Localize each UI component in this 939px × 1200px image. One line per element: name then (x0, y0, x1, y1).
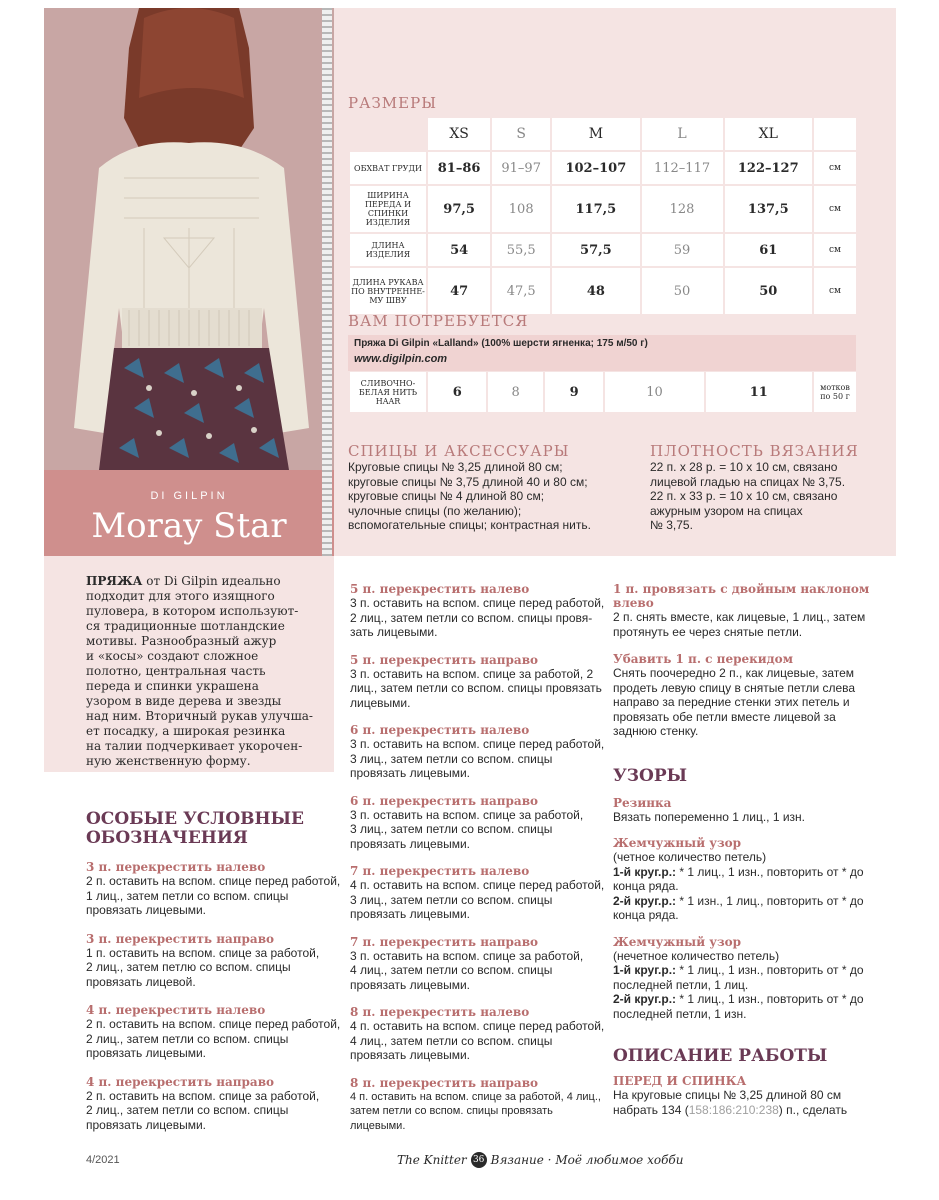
item-line: Снять поочередно 2 п., как лицевые, затем (613, 666, 855, 680)
item-line: протянуть ее через снятые петли. (613, 624, 803, 639)
intro-line: и «косы» создают сложное (86, 649, 259, 663)
seed2-r1-cont: последней петли, 1 лиц. (613, 977, 749, 992)
item-line: 3 п. оставить на вспом. спице за работой, (350, 807, 584, 822)
item-title: 7 п. перекрестить налево (350, 864, 530, 878)
item-line: провязать лицевыми. (350, 907, 470, 921)
item-title: 6 п. перекрестить налево (350, 723, 530, 737)
cable-item (350, 864, 605, 922)
size-s: S (492, 118, 550, 150)
cell: 112–117 (642, 152, 723, 184)
item-title: 3 п. перекрестить налево (86, 860, 266, 874)
cable-item (350, 794, 605, 852)
unit: см (814, 268, 856, 314)
item-title: 6 п. перекрестить направо (350, 793, 539, 808)
item-line: затем петли со вспом. спицы провязать лицевыми. (350, 1105, 553, 1132)
seed2-r2-label: 2-й круг.р.: (613, 992, 677, 1006)
intro-block (44, 556, 334, 772)
cell: 117,5 (552, 186, 639, 232)
magazine-tagline: Вязание · Моё любимое хобби (490, 1153, 684, 1167)
special-abbrev-column (86, 810, 346, 1132)
row-label: ДЛИНА РУКАВА ПО ВНУТРЕННЕ-МУ ШВУ (350, 268, 426, 314)
cell: 97,5 (428, 186, 490, 232)
cell: 91–97 (492, 152, 550, 184)
cell: 61 (725, 234, 812, 266)
cable-item (350, 582, 605, 640)
item-line: 2 п. оставить на вспом. спице за работой, (86, 1088, 320, 1103)
needles-list (348, 460, 628, 533)
item-title: 3 п. перекрестить направо (86, 931, 275, 946)
needles-line: чулочные спицы (по желанию); (348, 503, 522, 518)
cell: 50 (642, 268, 723, 314)
item-line: лицевыми. (350, 695, 411, 710)
unit: мотков по 50 г (814, 372, 856, 412)
rib-text: Вязать попеременно 1 лиц., 1 изн. (613, 809, 805, 824)
intro-line: ет посадку, а широкая резинка (86, 724, 286, 738)
intro-text (86, 574, 326, 769)
seed1-r1-text: * 1 лиц., 1 изн., повторить от * до (676, 864, 864, 879)
seed1-note: (четное количество петель) (613, 850, 767, 864)
item-line: 2 лиц., затем петли со вспом. спицы (86, 1103, 289, 1117)
item-line: 4 п. оставить на вспом. спице за работой, 4 лиц., (350, 1090, 601, 1103)
gauge-line: ажурным узором на спицах (650, 503, 803, 518)
item-title: 8 п. перекрестить направо (350, 1075, 539, 1090)
item-line: 3 лиц., затем петли со вспом. спицы (350, 822, 553, 836)
item-title: Убавить 1 п. с перекидом (613, 652, 794, 666)
special-heading (86, 810, 346, 848)
unit-header (814, 118, 856, 150)
item-line: провязать лицевыми. (86, 1117, 206, 1132)
cell: 50 (725, 268, 812, 314)
cell: 55,5 (492, 234, 550, 266)
seed2-note: (нечетное количество петель) (613, 948, 780, 963)
special-item (86, 1003, 346, 1061)
item-title: 5 п. перекрестить направо (350, 652, 539, 667)
item-line: продеть левую спицу в снятые петли слева (613, 680, 856, 695)
patterns-heading: УЗОРЫ (613, 765, 688, 786)
yarn-text: Пряжа Di Gilpin «Lalland» (100% шерсти ягненка; 175 м/50 г) (354, 338, 648, 349)
gauge-heading: ПЛОТНОСТЬ ВЯЗАНИЯ (650, 442, 859, 460)
intro-line: на талии подчеркивает укорочен- (86, 739, 303, 753)
work-heading: ОПИСАНИЕ РАБОТЫ (613, 1046, 828, 1066)
item-line: 4 п. оставить на вспом. спице перед работой, (350, 1019, 605, 1033)
intro-line: полотно, центральная часть (86, 664, 266, 678)
item-line: 1 лиц., затем петли со вспом. спицы (86, 888, 289, 903)
item-line: 1 п. оставить на вспом. спице за работой, (86, 945, 320, 960)
needles-heading: СПИЦЫ И АКСЕССУАРЫ (348, 442, 570, 460)
rib-title: Резинка (613, 795, 672, 810)
sizes-table (348, 116, 858, 316)
sizes-heading: РАЗМЕРЫ (348, 94, 437, 112)
item-line: 3 п. оставить на вспом. спице за работой, (350, 948, 584, 963)
decrease-item (613, 582, 873, 639)
gauge-line: 22 п. х 33 р. = 10 х 10 см, связано (650, 489, 838, 503)
intro-line: переда и спинки украшена (86, 679, 259, 693)
special-heading-line: ОБОЗНАЧЕНИЯ (86, 828, 248, 848)
row-label: ОБХВАТ ГРУДИ (350, 152, 426, 184)
intro-line: пуловера, в котором используют- (86, 604, 299, 618)
cable-item (350, 1076, 605, 1134)
item-line: провязать лицевыми. (86, 903, 206, 917)
gauge-text (650, 460, 890, 533)
front-line-b: ) п., сделать (778, 1102, 848, 1117)
front-line: На круговые спицы № 3,25 длиной 80 см (613, 1088, 842, 1102)
website-link[interactable]: www.digilpin.com (354, 353, 448, 365)
item-line: лиц., затем петли со вспом. спицы провязать (350, 681, 602, 695)
item-line: 4 лиц., затем петли со вспом. спицы (350, 963, 553, 977)
seed1-r2-cont: конца ряда. (613, 908, 679, 922)
cell: 128 (642, 186, 723, 232)
gauge-line: лицевой гладью на спицах № 3,75. (650, 474, 846, 489)
item-line: 3 лиц., затем петли со вспом. спицы (350, 892, 553, 907)
brand-block (44, 470, 334, 556)
intro-line: ся традиционные шотландские (86, 619, 285, 633)
needles-line: Круговые спицы № 3,25 длиной 80 см; (348, 460, 563, 474)
size-l: L (642, 118, 723, 150)
cell: 122–127 (725, 152, 812, 184)
needles-line: вспомогательные спицы; контрастная нить. (348, 518, 591, 532)
table-corner (350, 118, 426, 150)
intro-line: подходит для этого изящного (86, 589, 275, 603)
item-line: 4 п. оставить на вспом. спице перед работой, (350, 878, 605, 892)
middle-column (350, 582, 605, 1133)
needles-line: круговые спицы № 3,75 длиной 40 и 80 см; (348, 474, 588, 489)
cell: 48 (552, 268, 639, 314)
item-line: 3 п. оставить на вспом. спице перед работой, (350, 737, 605, 751)
intro-lead: ПРЯЖА (86, 574, 143, 588)
item-title: 4 п. перекрестить налево (86, 1003, 266, 1017)
gauge-line: № 3,75. (650, 518, 693, 532)
cell: 47 (428, 268, 490, 314)
unit: см (814, 234, 856, 266)
cable-item (350, 935, 605, 993)
designer-name: DI GILPIN (150, 490, 228, 502)
row-label: ДЛИНА ИЗДЕЛИЯ (350, 234, 426, 266)
seed1-r1-label: 1-й круг.р.: (613, 864, 677, 879)
cell: 9 (545, 372, 603, 412)
item-line: 3 лиц., затем петли со вспом. спицы (350, 751, 553, 766)
yarn-bar (348, 335, 856, 371)
color-label: СЛИВОЧНО-БЕЛАЯ НИТЬ HAAR (350, 372, 426, 412)
seed2-r1-label: 1-й круг.р.: (613, 963, 677, 977)
needles-line: круговые спицы № 4 длиной 80 см; (348, 489, 545, 503)
yarn-amount-table (348, 370, 858, 414)
seed2-r1-text: * 1 лиц., 1 изн., повторить от * до (676, 963, 864, 977)
special-item (86, 1075, 346, 1133)
cable-item (350, 723, 605, 781)
item-line: 2 п. оставить на вспом. спице перед работой, (86, 874, 341, 888)
item-line: провязать лицевыми. (350, 977, 470, 992)
item-line: 2 п. снять вместе, как лицевые, 1 лиц., затем (613, 610, 866, 624)
cable-item (350, 653, 605, 711)
seed2-title: Жемчужный узор (613, 934, 742, 949)
cell: 54 (428, 234, 490, 266)
cell: 11 (706, 372, 812, 412)
item-line: 2 п. оставить на вспом. спице перед работой, (86, 1017, 341, 1031)
cell: 108 (492, 186, 550, 232)
footer-masthead (397, 1152, 683, 1168)
item-line: 3 п. оставить на вспом. спице за работой, 2 (350, 666, 594, 681)
item-title: 4 п. перекрестить направо (86, 1074, 275, 1089)
front-line-a: набрать 134 ( (613, 1102, 689, 1117)
cell: 137,5 (725, 186, 812, 232)
item-line: провязать лицевой. (86, 974, 196, 989)
binding-spine (322, 8, 332, 563)
cell: 10 (605, 372, 703, 412)
size-xl: XL (725, 118, 812, 150)
front-title: ПЕРЕД И СПИНКА (613, 1074, 747, 1088)
info-panel (334, 8, 896, 556)
seed1-r2-text: * 1 изн., 1 лиц., повторить от * до (676, 893, 864, 908)
magazine-name: The Knitter (397, 1153, 467, 1167)
special-item (86, 860, 346, 918)
materials-heading: ВАМ ПОТРЕБУЕТСЯ (348, 312, 529, 330)
seed2-r2-text: * 1 лиц., 1 изн., повторить от * до (676, 992, 864, 1006)
item-title: 8 п. перекрестить налево (350, 1005, 530, 1019)
cell: 59 (642, 234, 723, 266)
intro-line: над ним. Вторичный рукав улучша- (86, 709, 313, 723)
unit: см (814, 152, 856, 184)
row-label: ШИРИНА ПЕРЕДА И СПИНКИ ИЗДЕЛИЯ (350, 186, 426, 232)
cell: 8 (488, 372, 542, 412)
item-line: провязать лицевыми. (350, 766, 470, 780)
intro-line: узором в виде дерева и звезды (86, 694, 282, 708)
page-number: 36 (471, 1152, 487, 1168)
seed1-title: Жемчужный узор (613, 836, 742, 850)
item-line: провязать лицевыми. (350, 836, 470, 851)
pattern-title: Moray Star (91, 506, 287, 546)
item-title-cont: влево (613, 596, 654, 610)
special-item (86, 932, 346, 990)
cell: 57,5 (552, 234, 639, 266)
item-line: 2 лиц., затем петли со вспом. спицы (86, 1031, 289, 1046)
size-xs: XS (428, 118, 490, 150)
right-column (613, 582, 873, 1117)
item-line: 4 лиц., затем петли со вспом. спицы (350, 1033, 553, 1048)
cell: 81–86 (428, 152, 490, 184)
item-line: 2 лиц., затем петлю со вспом. спицы (86, 960, 291, 974)
cell: 47,5 (492, 268, 550, 314)
size-m: M (552, 118, 639, 150)
intro-line: ную женственную форму. (86, 754, 251, 768)
intro-line: от Di Gilpin идеально (142, 574, 281, 588)
item-line: провязать лицевыми. (86, 1046, 206, 1060)
item-line: направо за передние стенки этих петель и (613, 695, 850, 709)
seed1-r1-cont: конца ряда. (613, 879, 679, 893)
special-heading-line: ОСОБЫЕ УСЛОВНЫЕ (86, 809, 304, 829)
cell: 6 (428, 372, 486, 412)
item-line: 3 п. оставить на вспом. спице перед работой, (350, 596, 605, 610)
seed2-r2-cont: последней петли, 1 изн. (613, 1006, 747, 1021)
gauge-line: 22 п. х 28 р. = 10 х 10 см, связано (650, 460, 838, 474)
item-line: заднюю стенку. (613, 724, 699, 738)
cell: 102–107 (552, 152, 639, 184)
item-line: провязать обе петли вместе лицевой за (613, 709, 836, 724)
item-line: 2 лиц., затем петли со вспом. спицы провя- (350, 610, 593, 625)
item-line: провязать лицевыми. (350, 1048, 470, 1062)
item-title: 5 п. перекрестить налево (350, 582, 530, 596)
front-line-nums: 158:186:210:238 (688, 1102, 779, 1117)
model-photo (44, 8, 334, 470)
item-title: 7 п. перекрестить направо (350, 934, 539, 949)
decrease-item (613, 652, 873, 739)
cable-item (350, 1005, 605, 1063)
item-line: зать лицевыми. (350, 625, 438, 639)
issue-date: 4/2021 (86, 1154, 120, 1166)
item-title: 1 п. провязать с двойным наклоном (613, 582, 870, 596)
seed1-r2-label: 2-й круг.р.: (613, 893, 677, 908)
intro-line: мотивы. Разнообразный ажур (86, 634, 277, 648)
unit: см (814, 186, 856, 232)
